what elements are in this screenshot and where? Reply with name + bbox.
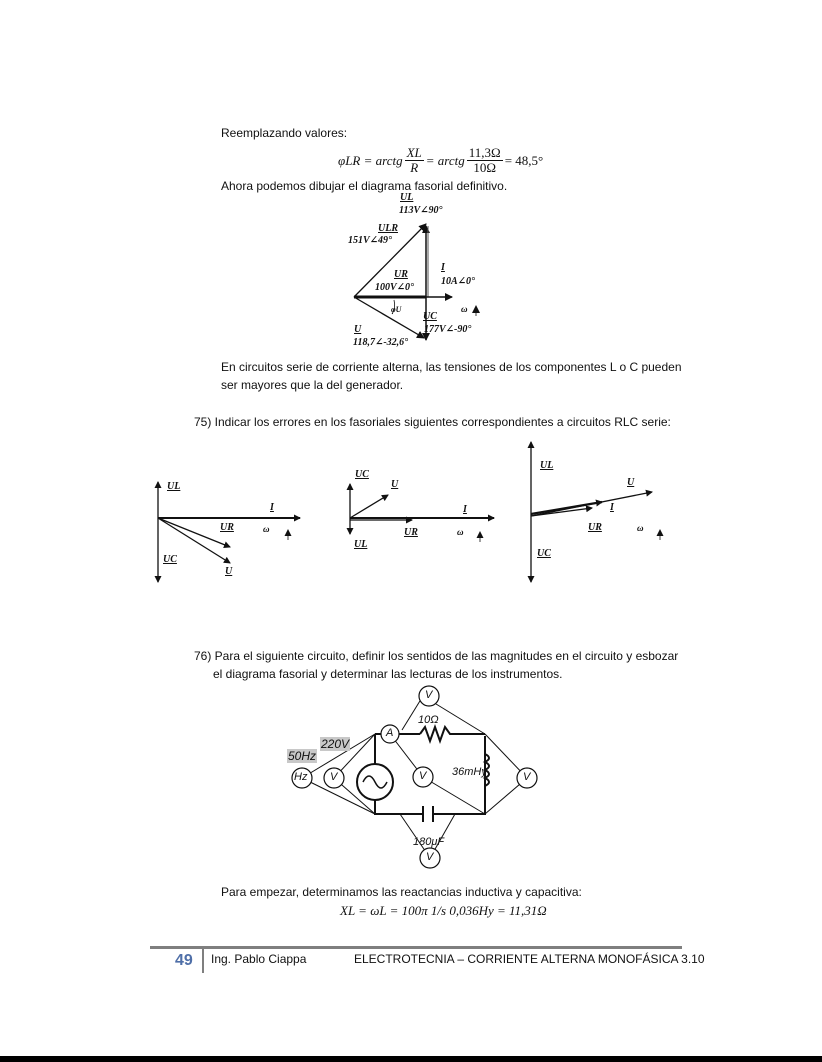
intro-text: Reemplazando valores: [221,126,348,140]
omega-label: ω [461,304,468,314]
b-i-label: I [463,504,467,515]
a-uc-label: UC [163,554,177,565]
a-omega-label: ω [263,524,270,534]
v-source-label: V [330,771,338,783]
b-ur-label: UR [404,527,418,538]
note-line-1: En circuitos serie de corriente alterna, las tensiones de los componentes L o C pueden [221,360,682,374]
v-mid-label: V [419,770,427,782]
reactance-intro-text: Para empezar, determinamos las reactancias inductiva y capacitiva: [221,885,582,899]
ul-label: UL [400,192,414,203]
resistor-label: 10Ω [418,714,439,726]
bottom-edge-bar [0,1056,822,1062]
ur-label: UR [394,269,408,280]
eq1-frac1-num: XL [406,145,422,160]
phi-label: φU [391,305,402,314]
c-u-label: U [627,477,635,488]
question-76-line-2: el diagrama fasorial y determinar las lecturas de los instrumentos. [213,667,563,681]
ur-value: 100V∠0° [375,282,415,293]
c-uc-label: UC [537,548,551,559]
ulr-label: ULR [378,223,398,234]
i-value: 10A∠0° [441,276,476,287]
page-number: 49 [175,952,193,969]
c-omega-label: ω [637,523,644,533]
frequency-label: 50Hz [288,749,317,763]
b-u-label: U [391,479,399,490]
eq1-fraction-1 [405,146,424,175]
c-i-label: I [610,502,614,513]
uc-label: UC [423,311,437,322]
u-value: 118,7∠-32,6° [353,337,409,348]
uc-value: 177V∠-90° [424,324,472,335]
phasor-diagram-c [520,436,670,586]
eq1-mid: = arctg [425,152,465,168]
footer-author: Ing. Pablo Ciappa [211,952,307,966]
equation-phase-angle [338,146,543,175]
voltage-label: 220V [321,737,350,751]
ulr-value: 151V∠49° [348,235,393,246]
v-capacitor-label: V [426,851,434,863]
eq1-rhs: = 48,5° [504,152,544,168]
b-uc-label: UC [355,469,369,480]
ammeter-label: A [386,727,394,739]
b-ul-label: UL [354,539,368,550]
v-resistor-label: V [425,689,433,701]
a-i-label: I [270,502,274,513]
c-ul-label: UL [540,460,554,471]
b-omega-label: ω [457,527,464,537]
inductor-label: 36mHy [452,766,487,778]
a-ur-label: UR [220,522,234,533]
eq1-frac2-den: 10Ω [473,160,497,175]
u-label: U [354,324,362,335]
eq1-lhs: φLR = arctg [338,152,403,168]
a-u-label: U [225,566,233,577]
diagram-intro-text: Ahora podemos dibujar el diagrama fasorial definitivo. [221,179,508,193]
capacitor-label: 180μF [413,836,445,848]
capacitor-gap [424,806,432,822]
a-ul-label: UL [167,481,181,492]
eq1-frac1-den: R [410,160,419,175]
b-u-phasor [350,495,388,518]
ul-value: 113V∠90° [399,205,443,216]
footer-divider [202,949,204,973]
c-ur-label: UR [588,522,602,533]
u-phasor [354,297,424,338]
footer-rule [150,946,682,949]
eq1-fraction-2 [467,146,503,175]
i-label: I [441,262,445,273]
hz-meter-label: Hz [294,771,308,783]
note-line-2: ser mayores que la del generador. [221,378,404,392]
footer-title: ELECTROTECNIA – CORRIENTE ALTERNA MONOFÁSICA 3.10 [354,952,705,966]
eq1-frac2-num: 11,3Ω [468,145,501,160]
question-75: 75) Indicar los errores en los fasoriales siguientes correspondientes a circuitos RLC serie: [194,415,671,429]
v-inductor-label: V [523,771,531,783]
equation-inductive-reactance: XL = ωL = 100π 1/s 0,036Hy = 11,31Ω [340,903,547,918]
resistor-symbol [420,727,485,741]
question-76-line-1: 76) Para el siguiente circuito, definir los sentidos de las magnitudes en el circuito y esbozar [194,649,679,663]
